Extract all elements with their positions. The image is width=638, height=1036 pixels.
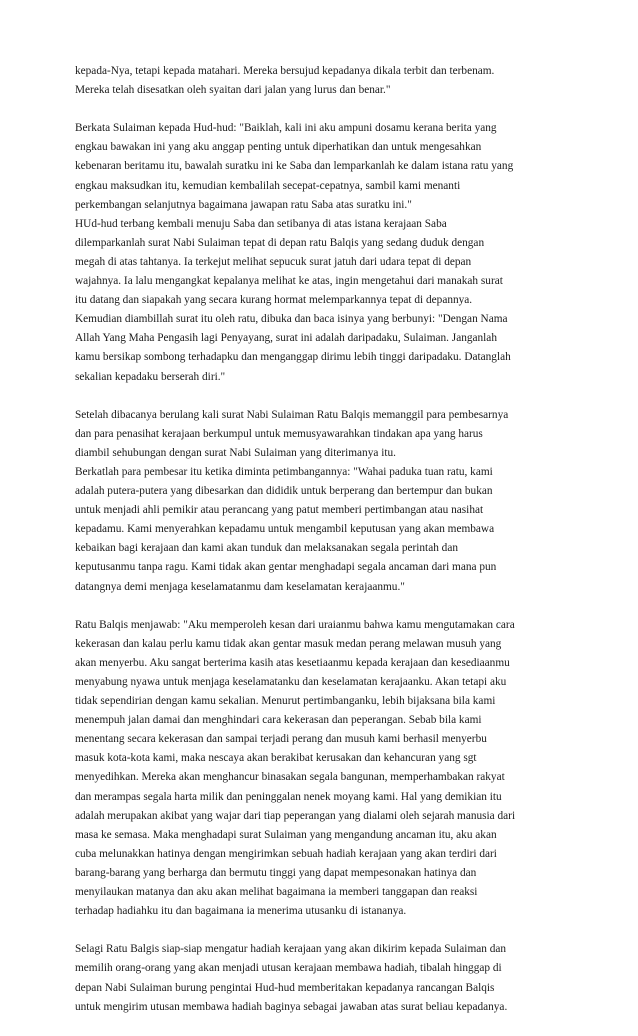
- text-line: kamu bersikap sombong terhadapku dan menganggap dirimu lebih tinggi daripadaku. Datanglah: [75, 351, 511, 364]
- text-line: engkau maksudkan itu, kemudian kembalilah secepat-cepatnya, sambil kami menanti: [75, 179, 461, 192]
- text-line: datangnya demi menjaga keselamatanmu dam keselamatan kerajaanmu.": [75, 580, 405, 593]
- text-line: akan menyerbu. Aku sangat berterima kasih atas kesetiaanmu kepada kerajaan dan kesediaanmu: [75, 656, 510, 669]
- text-line: cuba melunakkan hatinya dengan mengirimkan sebuah hadiah kerajaan yang akan terdiri dari: [75, 847, 497, 860]
- text-line: HUd-hud terbang kembali menuju Saba dan setibanya di atas istana kerajaan Saba: [75, 217, 447, 230]
- text-line: Berkata Sulaiman kepada Hud-hud: "Baiklah, kali ini aku ampuni dosamu kerana berita yang: [75, 122, 497, 135]
- text-line: kebenaran beritamu itu, bawalah suratku ini ke Saba dan lemparkanlah ke dalam istana ratu yang: [75, 160, 514, 173]
- paragraph: [75, 940, 569, 1016]
- text-line: engkau bawakan ini yang aku anggap penting untuk diperhatikan dan untuk mengesahkan: [75, 141, 482, 154]
- text-line: kepadamu. Kami menyerahkan kepadamu untuk mengambil keputusan yang akan membawa: [75, 523, 495, 536]
- text-line: keputusanmu tanpa ragu. Kami tidak akan gentar menghadapi segala ancaman dari mana pun: [75, 561, 497, 574]
- text-line: Selagi Ratu Balgis siap-siap mengatur hadiah kerajaan yang akan dikirim kepada Sulaiman dan: [75, 943, 507, 956]
- text-line: untuk mengirim utusan membawa hadiah baginya sebagai jawaban atas surat beliau kepadanya.: [75, 1000, 508, 1013]
- text-line: itu datang dan siapakah yang secara kurang hormat melemparkannya tepat di depannya.: [75, 294, 473, 307]
- text-line: perkembangan selanjutnya bagaimana jawapan ratu Saba atas suratku ini.": [75, 198, 412, 211]
- text-line: sekalian kepadaku berserah diri.": [75, 370, 226, 383]
- text-line: Kemudian diambillah surat itu oleh ratu, dibuka dan baca isinya yang berbunyi: "Dengan Nama: [75, 313, 508, 326]
- text-line: adalah merupakan akibat yang wajar dari tiap peperangan yang dialami oleh sejarah manusia dari: [75, 809, 516, 822]
- paragraph: [75, 62, 569, 100]
- text-line: dan para penasihat kerajaan berkumpul untuk memusyawarahkan tindakan apa yang harus: [75, 427, 483, 440]
- text-line: kebaikan bagi kerajaan dan kami akan tunduk dan melaksanakan segala perintah dan: [75, 542, 458, 555]
- paragraph: [75, 406, 569, 597]
- text-line: Allah Yang Maha Pengasih lagi Penyayang, surat ini adalah daripadaku, Sulaiman. Janganlah: [75, 332, 497, 345]
- text-line: dan merampas segala harta milik dan peninggalan nenek moyang kami. Hal yang demikian itu: [75, 790, 502, 803]
- text-line: kepada-Nya, tetapi kepada matahari. Mereka bersujud kepadanya dikala terbit dan terbenam.: [75, 65, 495, 77]
- text-line: Mereka telah disesatkan oleh syaitan dari jalan yang lurus dan benar.": [75, 84, 391, 97]
- paragraph: [75, 119, 569, 386]
- text-line: untuk menjadi ahli pemikir atau perancang yang patut memberi pertimbangan atau nasihat: [75, 504, 484, 517]
- text-line: Ratu Balqis menjawab: "Aku memperoleh kesan dari uraianmu bahwa kamu mengutamakan cara: [75, 618, 515, 631]
- text-line: diambil sehubungan dengan surat Nabi Sulaiman yang diterimanya itu.: [75, 446, 396, 459]
- text-line: masa ke semasa. Maka menghadapi surat Sulaiman yang mengandung ancaman itu, aku akan: [75, 828, 497, 841]
- paragraph: [75, 616, 569, 922]
- text-line: menempuh jalan damai dan menghindari cara kekerasan dan peperangan. Sebab bila kami: [75, 714, 482, 727]
- text-line: terhadap hadiahku itu dan bagaimana ia menerima utusanku di istananya.: [75, 905, 407, 918]
- text-line: megah di atas tahtanya. Ia terkejut melihat sepucuk surat jatuh dari udara tepat di depan: [75, 255, 472, 268]
- text-line: depan Nabi Sulaiman burung pengintai Hud-hud memberitakan kepadanya rancangan Balqis: [75, 981, 495, 994]
- text-line: memilih orang-orang yang akan menjadi utusan kerajaan membawa hadiah, tibalah hinggap di: [75, 962, 502, 975]
- text-line: menyabung nyawa untuk menjaga keselamatanku dan keselamatan kerajaanku. Akan tetapi aku: [75, 676, 507, 688]
- text-line: menyilaukan matanya dan aku akan melihat bagaimana ia memberi tanggapan dan reaksi: [75, 886, 478, 899]
- document-body: [75, 62, 569, 1036]
- text-line: menentang secara kekerasan dan sampai terjadi perang dan musuh kami berhasil menyerbu: [75, 733, 487, 746]
- text-line: Berkatlah para pembesar itu ketika diminta petimbangannya: "Wahai paduka tuan ratu, kami: [75, 465, 493, 478]
- text-line: wajahnya. Ia lalu mengangkat kepalanya melihat ke atas, ingin mengetahui dari manakah surat: [75, 275, 503, 288]
- text-line: dilemparkanlah surat Nabi Sulaiman tepat di depan ratu Balqis yang sedang duduk dengan: [75, 236, 485, 249]
- text-line: kekerasan dan kalau perlu kamu tidak akan gentar masuk medan perang melawan musuh yang: [75, 637, 502, 650]
- text-line: menyedihkan. Mereka akan menghancur binasakan segala bangunan, memperhambakan rakyat: [75, 771, 505, 784]
- text-line: masuk kota-kota kami, maka nescaya akan berakibat kerusakan dan kehancuran yang sgt: [75, 752, 477, 765]
- text-line: adalah putera-putera yang dibesarkan dan dididik untuk berperang dan bertempur dan bukan: [75, 485, 493, 498]
- text-line: Setelah dibacanya berulang kali surat Nabi Sulaiman Ratu Balqis memanggil para pembesarnya: [75, 408, 509, 421]
- text-line: tidak sependirian dengan kamu sekalian. Menurut pertimbanganku, lebih bijaksana bila kami: [75, 695, 496, 708]
- text-line: barang-barang yang berharga dan bermutu tinggi yang dapat mempesonakan hatinya dan: [75, 866, 477, 879]
